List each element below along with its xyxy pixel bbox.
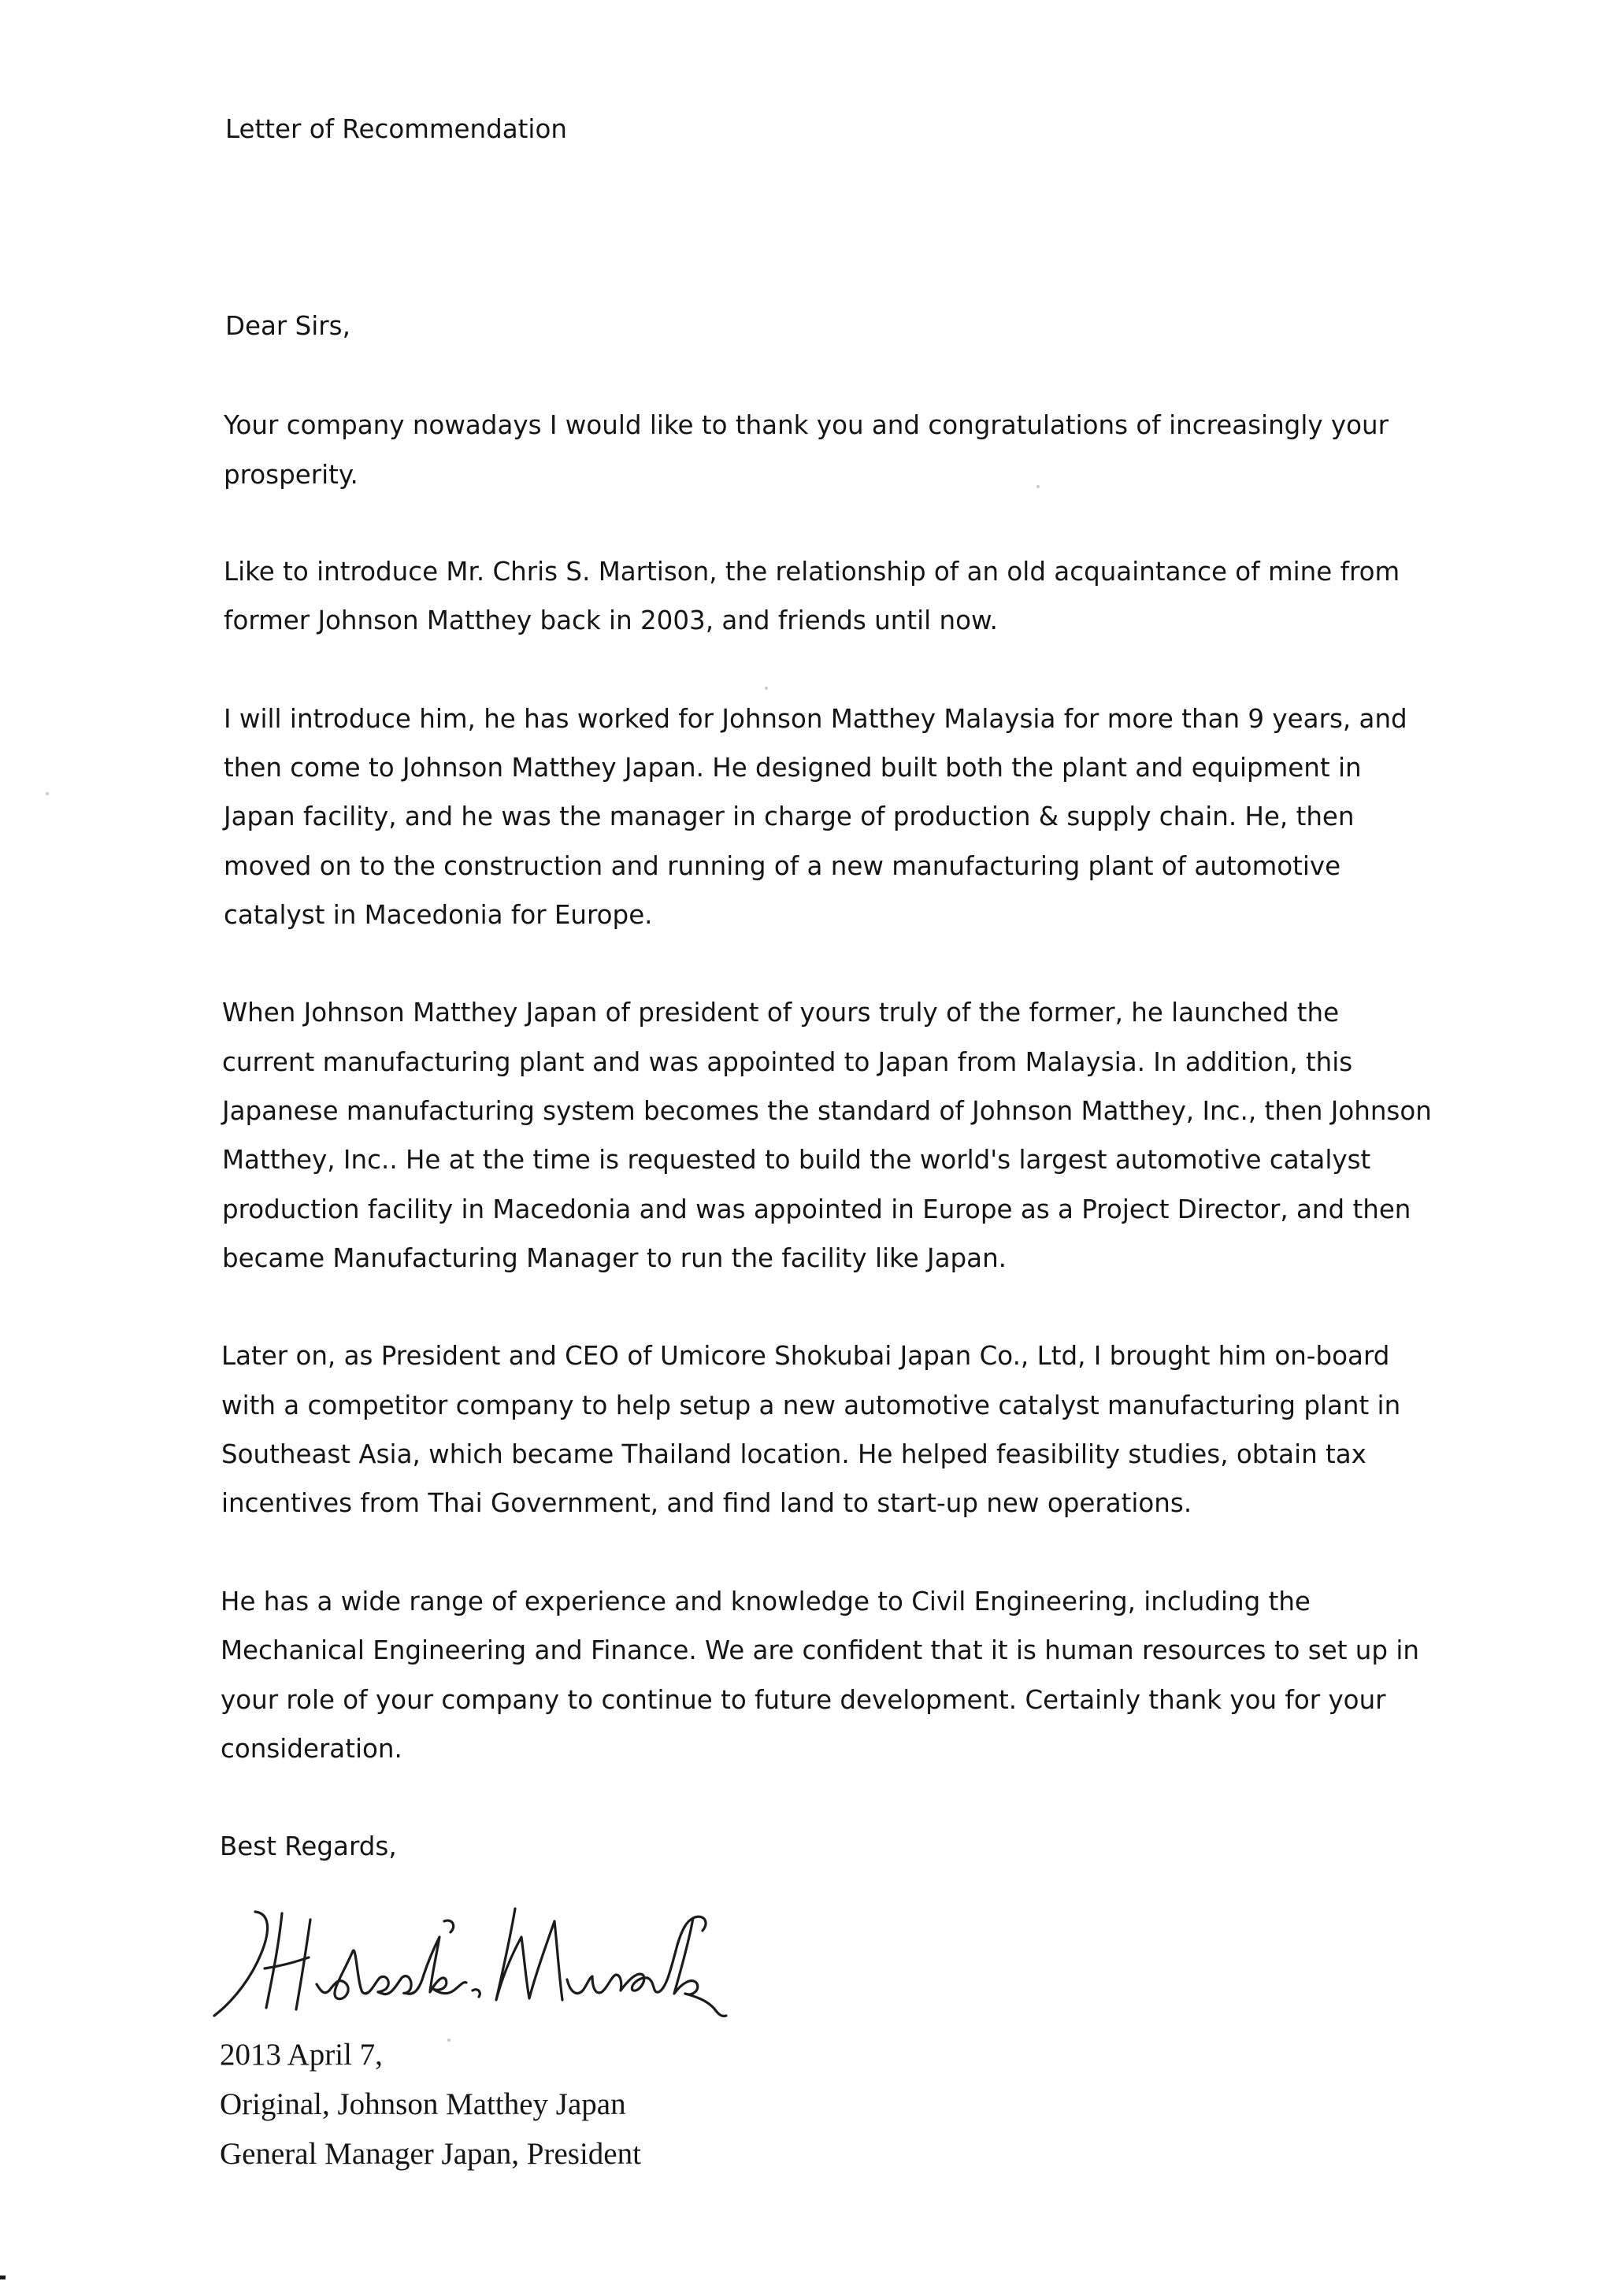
paragraph-3-line: I will introduce him, he has worked for Johnson Matthey Malaysia for more than 9 years, and xyxy=(224,704,1407,734)
scan-speck xyxy=(46,792,49,795)
scan-speck xyxy=(447,2039,451,2042)
paragraph-6-line: consideration. xyxy=(221,1734,402,1764)
paragraph-4-line: Matthey, Inc.. He at the time is requested to build the world's largest automotive catalyst xyxy=(222,1145,1371,1175)
signer-line-1: Original, Johnson Matthey Japan xyxy=(220,2087,626,2121)
scan-speck xyxy=(765,687,768,690)
paragraph-2-line: Like to introduce Mr. Chris S. Martison, the relationship of an old acquaintance of mine from xyxy=(224,557,1400,587)
signature-stroke xyxy=(685,1994,726,2016)
signature-stroke xyxy=(214,1912,268,2016)
paragraph-4-line: became Manufacturing Manager to run the facility like Japan. xyxy=(222,1243,1007,1273)
closing: Best Regards, xyxy=(220,1831,397,1861)
signature-stroke xyxy=(496,1909,562,2000)
letter-date: 2013 April 7, xyxy=(220,2038,383,2072)
paragraph-3-line: catalyst in Macedonia for Europe. xyxy=(224,900,653,930)
paragraph-1-line: prosperity. xyxy=(224,460,358,490)
scan-speck xyxy=(1036,485,1040,488)
signature-stroke xyxy=(473,1990,480,1997)
salutation: Dear Sirs, xyxy=(225,311,350,341)
paragraph-5-line: Southeast Asia, which became Thailand location. He helped feasibility studies, obtain tax xyxy=(221,1439,1366,1469)
signature-stroke xyxy=(444,1920,454,1932)
signature-stroke xyxy=(567,1918,698,1994)
handwritten-signature xyxy=(206,1890,742,2031)
paragraph-3-line: moved on to the construction and running of a new manufacturing plant of automotive xyxy=(224,851,1341,881)
signature-stroke xyxy=(693,1916,706,1931)
paragraph-6-line: He has a wide range of experience and knowledge to Civil Engineering, including the xyxy=(221,1587,1311,1616)
paragraph-4-line: Japanese manufacturing system becomes the standard of Johnson Matthey, Inc., then Johnson xyxy=(222,1096,1432,1126)
paragraph-4-line: production facility in Macedonia and was appointed in Europe as a Project Director, and then xyxy=(222,1194,1411,1224)
paragraph-4-line: current manufacturing plant and was appointed to Japan from Malaysia. In addition, this xyxy=(222,1047,1353,1077)
letter-title: Letter of Recommendation xyxy=(225,114,567,144)
signer-line-2: General Manager Japan, President xyxy=(220,2137,641,2171)
signature-stroke xyxy=(296,1920,310,2009)
paragraph-5-line: Later on, as President and CEO of Umicore Shokubai Japan Co., Ltd, I brought him on-board xyxy=(221,1341,1390,1371)
paragraph-6-line: Mechanical Engineering and Finance. We are confident that it is human resources to set up in xyxy=(221,1635,1419,1665)
paragraph-5-line: incentives from Thai Government, and find land to start-up new operations. xyxy=(221,1488,1192,1518)
paragraph-2-line: former Johnson Matthey back in 2003, and friends until now. xyxy=(224,605,998,635)
paragraph-4-line: When Johnson Matthey Japan of president of yours truly of the former, he launched the xyxy=(222,998,1340,1028)
paragraph-1-line: Your company nowadays I would like to thank you and congratulations of increasingly your xyxy=(224,410,1389,440)
paragraph-6-line: your role of your company to continue to future development. Certainly thank you for your xyxy=(221,1685,1386,1715)
paragraph-5-line: with a competitor company to help setup a new automotive catalyst manufacturing plant in xyxy=(221,1391,1401,1420)
scan-edge-mark xyxy=(0,2276,6,2279)
paragraph-3-line: then come to Johnson Matthey Japan. He designed built both the plant and equipment in xyxy=(224,753,1362,783)
paragraph-3-line: Japan facility, and he was the manager in charge of production & supply chain. He, then xyxy=(224,802,1355,831)
signature-stroke xyxy=(317,1937,466,1999)
